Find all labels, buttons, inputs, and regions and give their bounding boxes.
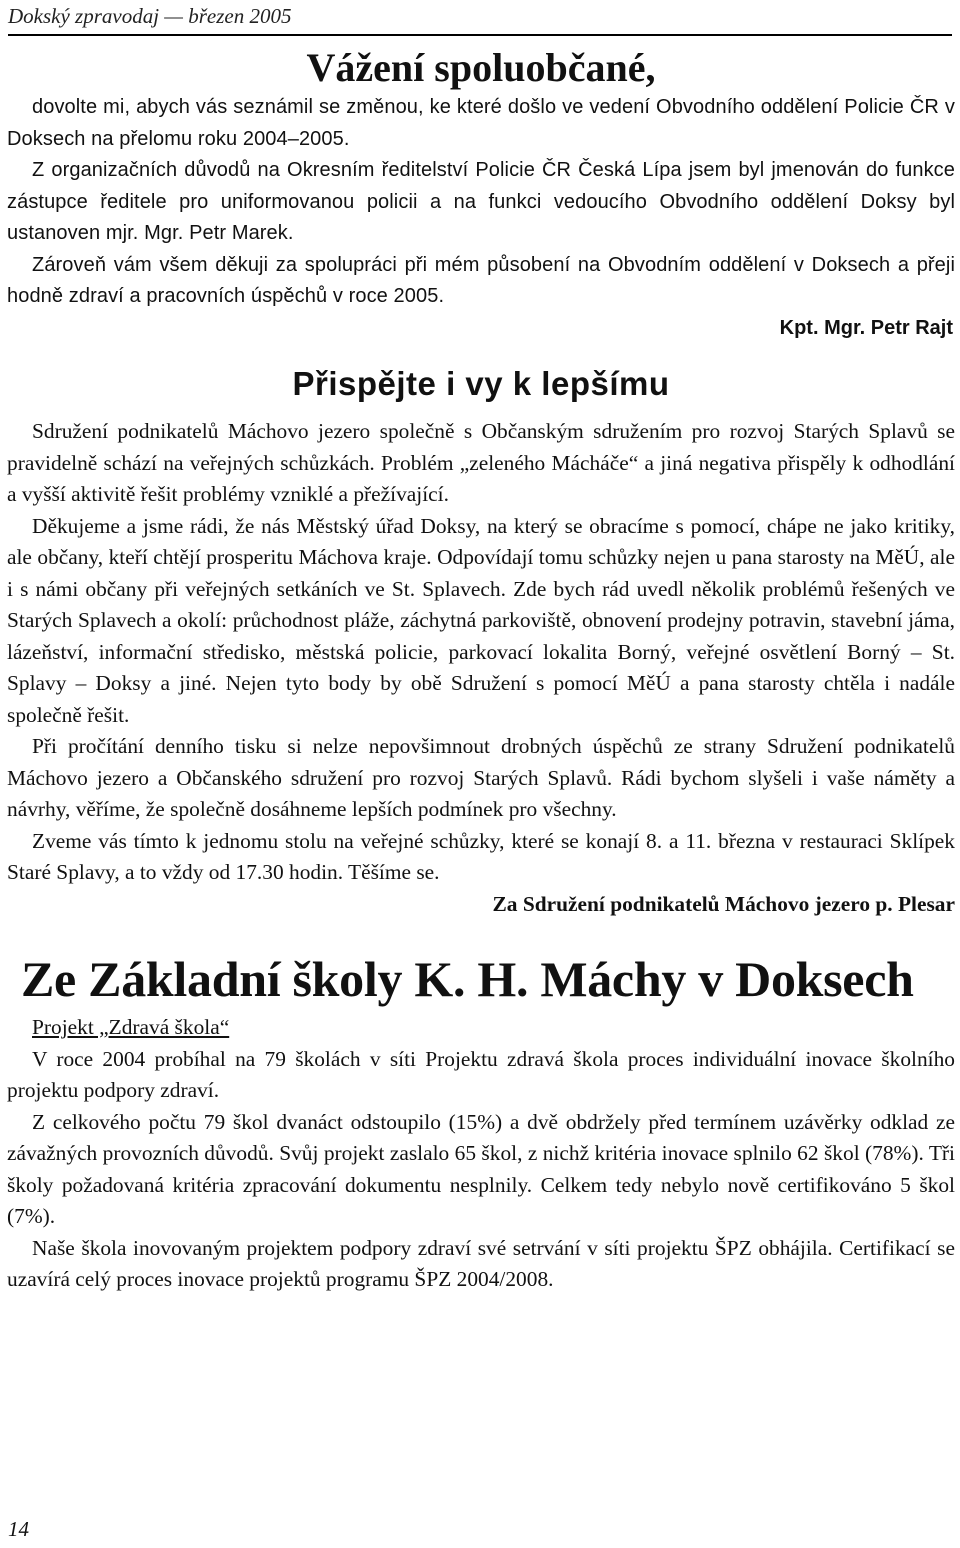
article-police-paragraph-2: Z organizačních důvodů na Okresním ředitelství Policie ČR Česká Lípa jsem byl jmenován do funkce zástupce ředitele pro uniformovanou policii a na funkci vedoucího Obvodního oddělení Doksy byl ustanoven mjr. Mgr. Petr Marek. — [7, 159, 955, 244]
page-content — [7, 44, 955, 1296]
article-school-paragraph-1: V roce 2004 probíhal na 79 školách v síti Projektu zdravá škola proces individuální inovace školního projektu podpory zdraví. — [7, 1046, 955, 1102]
article-school-paragraph-2: Z celkového počtu 79 škol dvanáct odstoupilo (15%) a dvě obdržely před termínem uzávěrky odklad ze závažných provozních důvodů. Svůj projekt zaslalo 65 škol, z nichž kritéria inovace splnilo 62 škol (78%). Tři školy požadovaná kritéria zpracování dokumentu nesplnily. Celkem tedy nebylo nově certifikováno 5 škol (7%). — [7, 1109, 955, 1228]
article-police-paragraph-1: dovolte mi, abych vás seznámil se změnou, ke které došlo ve vedení Obvodního oddělení Policie ČR v Doksech na přelomu roku 2004–2005. — [7, 96, 955, 150]
article-police-signature: Kpt. Mgr. Petr Rajt — [779, 316, 953, 339]
article-school-paragraph-3: Naše škola inovovaným projektem podpory zdraví své setrvání v síti projektu ŠPZ obhájila. Certifikací se uzavírá celý proces inovace projektů programu ŠPZ 2004/2008. — [7, 1235, 955, 1291]
article-association — [7, 364, 955, 920]
article-association-paragraph-2: Děkujeme a jsme rádi, že nás Městský úřad Doksy, na který se obracíme s pomocí, chápe ne jako kritiky, ale občany, kteří chtějí prosperitu Máchova kraje. Odpovídají tomu schůzky nejen u pana starosty na MěÚ, ale i s námi občany při veřejných setkáních ve St. Splavech. Zde bych rád uvedl několik problémů řešených ve Starých Splavech a okolí: průchodnost pláže, záchytná parkoviště, obnovení prodejny potravin, stavební jáma, lázeňství, informační středisko, městská policie, parkovací lokalita Borný, veřejné osvětlení Borný – St. Splavy – Doksy a jiné. Nejen tyto body by obě Sdružení s pomocí MěÚ a pana starosty chtěla i nadále společně řešit. — [7, 513, 955, 727]
article-school — [7, 948, 955, 1296]
page-number: 14 — [8, 1517, 29, 1541]
running-head — [8, 0, 952, 36]
article-association-paragraph-3: Při pročítání denního tisku si nelze nepovšimnout drobných úspěchů ze strany Sdružení podnikatelů Máchovo jezero a Občanského sdružení pro rozvoj Starých Splavů. Rádi bychom slyšeli i vaše náměty a návrhy, věříme, že společně dosáhneme lepších podmínek pro všechny. — [7, 734, 955, 821]
article-association-signature: Za Sdružení podnikatelů Máchovo jezero p. Plesar — [492, 891, 955, 916]
article-association-paragraph-4: Zveme vás tímto k jednomu stolu na veřejné schůzky, které se konají 8. a 11. března v restauraci Sklípek Staré Splavy, a to vždy od 17.30 hodin. Těšíme se. — [7, 828, 955, 884]
article-school-subheading: Projekt „Zdravá škola“ — [32, 1015, 230, 1039]
article-police-title: Vážení spoluobčané, — [306, 45, 656, 90]
running-head-text: Dokský zpravodaj — březen 2005 — [8, 4, 292, 28]
article-police — [7, 44, 955, 344]
article-association-paragraph-1: Sdružení podnikatelů Máchovo jezero společně s Občanským sdružením pro rozvoj Starých Splavů se pravidelně schází na veřejných schůzkách. Problém „zeleného Mácháče“ a jiná negativa přispěly k odhodlání a vyšší aktivitě řešit problémy vzniklé a přežívající. — [7, 419, 955, 506]
article-police-paragraph-3: Zároveň vám všem děkuji za spolupráci při mém působení na Obvodním oddělení v Doksech a přeji hodně zdraví a pracovních úspěchů v roce 2005. — [7, 253, 955, 307]
article-association-title: Přispějte i vy k lepšímu — [292, 365, 670, 402]
article-school-title: Ze Základní školy K. H. Máchy v Doksech — [21, 951, 914, 1007]
